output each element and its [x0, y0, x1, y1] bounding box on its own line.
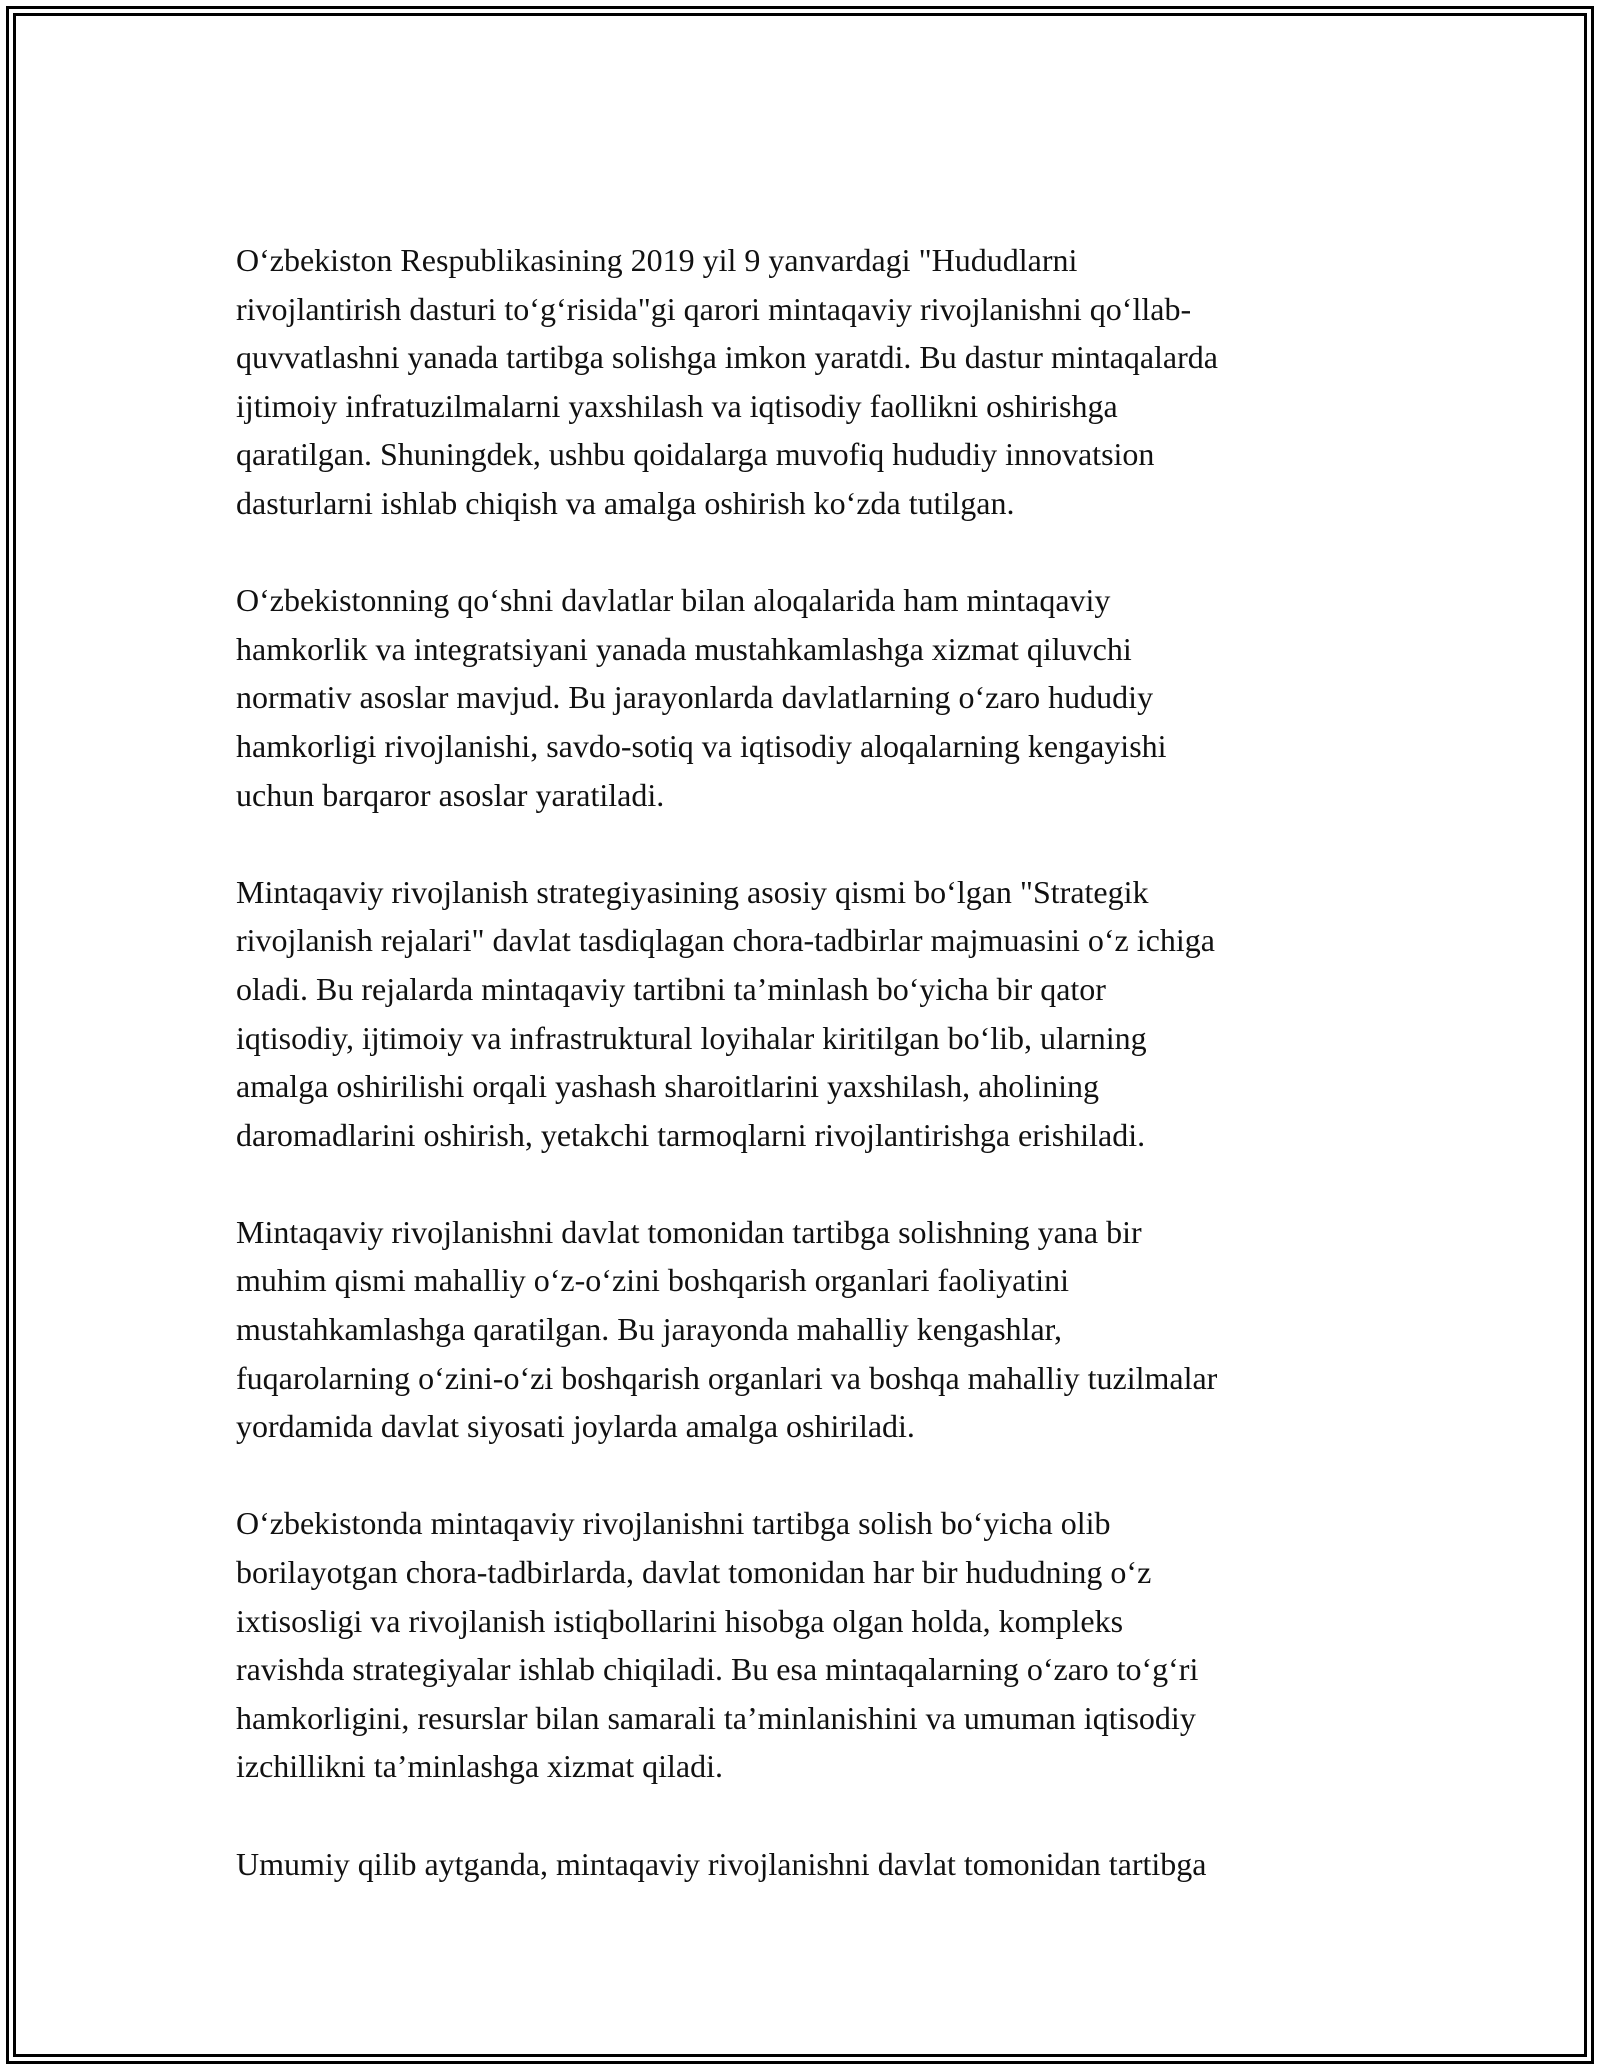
paragraph-2	[236, 576, 1366, 819]
text-line: hamkorligini, resurslar bilan samarali ta’minlanishini va umuman iqtisodiy	[236, 1699, 1196, 1736]
text-line: borilayotgan chora-tadbirlarda, davlat tomonidan har bir hududning o‘z	[236, 1554, 1152, 1591]
paragraph-3	[236, 868, 1366, 1160]
text-line: izchillikni ta’minlashga xizmat qiladi.	[236, 1748, 723, 1785]
text-line: quvvatlashni yanada tartibga solishga imkon yaratdi. Bu dastur mintaqalarda	[236, 339, 1218, 376]
text-line: O‘zbekistonda mintaqaviy rivojlanishni tartibga solish bo‘yicha olib	[236, 1505, 1111, 1542]
paragraph-6	[236, 1840, 1366, 1889]
paragraph-4	[236, 1208, 1366, 1451]
text-line: rivojlantirish dasturi to‘g‘risida"gi qarori mintaqaviy rivojlanishni qo‘llab-	[236, 290, 1192, 327]
text-line: rivojlanish rejalari" davlat tasdiqlagan chora-tadbirlar majmuasini o‘z ichiga	[236, 922, 1215, 959]
text-line: mustahkamlashga qaratilgan. Bu jarayonda mahalliy kengashlar,	[236, 1311, 1063, 1348]
text-line: amalga oshirilishi orqali yashash sharoitlarini yaxshilash, aholining	[236, 1068, 1099, 1105]
text-line: ijtimoiy infratuzilmalarni yaxshilash va iqtisodiy faollikni oshirishga	[236, 387, 1118, 424]
document-body	[236, 236, 1366, 1937]
text-line: O‘zbekistonning qo‘shni davlatlar bilan aloqalarida ham mintaqaviy	[236, 582, 1111, 619]
text-line: O‘zbekiston Respublikasining 2019 yil 9 yanvardagi "Hududlarni	[236, 242, 1078, 278]
text-line: hamkorligi rivojlanishi, savdo-sotiq va iqtisodiy aloqalarning kengayishi	[236, 727, 1167, 764]
text-line: fuqarolarning o‘zini-o‘zi boshqarish organlari va boshqa mahalliy tuzilmalar	[236, 1359, 1218, 1396]
text-line: oladi. Bu rejalarda mintaqaviy tartibni ta’minlash bo‘yicha bir qator	[236, 970, 1106, 1007]
text-line: muhim qismi mahalliy o‘z-o‘zini boshqarish organlari faoliyatini	[236, 1262, 1070, 1299]
text-line: hamkorlik va integratsiyani yanada mustahkamlashga xizmat qiluvchi	[236, 630, 1132, 667]
text-line: daromadlarini oshirish, yetakchi tarmoqlarni rivojlantirishga erishiladi.	[236, 1116, 1146, 1153]
paragraph-1	[236, 236, 1366, 528]
text-line: yordamida davlat siyosati joylarda amalga oshiriladi.	[236, 1408, 915, 1445]
text-line: ixtisosligi va rivojlanish istiqbollarini hisobga olgan holda, kompleks	[236, 1602, 1124, 1639]
text-line: ravishda strategiyalar ishlab chiqiladi. Bu esa mintaqalarning o‘zaro to‘g‘ri	[236, 1651, 1199, 1688]
paragraph-5	[236, 1499, 1366, 1791]
text-line: normativ asoslar mavjud. Bu jarayonlarda davlatlarning o‘zaro hududiy	[236, 679, 1154, 716]
text-line: dasturlarni ishlab chiqish va amalga oshirish ko‘zda tutilgan.	[236, 484, 1015, 521]
text-line: Mintaqaviy rivojlanishni davlat tomonidan tartibga solishning yana bir	[236, 1213, 1142, 1250]
text-line: iqtisodiy, ijtimoiy va infrastruktural loyihalar kiritilgan bo‘lib, ularning	[236, 1019, 1147, 1056]
text-line: Umumiy qilib aytganda, mintaqaviy rivojlanishni davlat tomonidan tartibga	[236, 1845, 1207, 1882]
text-line: Mintaqaviy rivojlanish strategiyasining asosiy qismi bo‘lgan "Strategik	[236, 873, 1149, 910]
text-line: qaratilgan. Shuningdek, ushbu qoidalarga muvofiq hududiy innovatsion	[236, 436, 1155, 473]
text-line: uchun barqaror asoslar yaratiladi.	[236, 776, 665, 813]
